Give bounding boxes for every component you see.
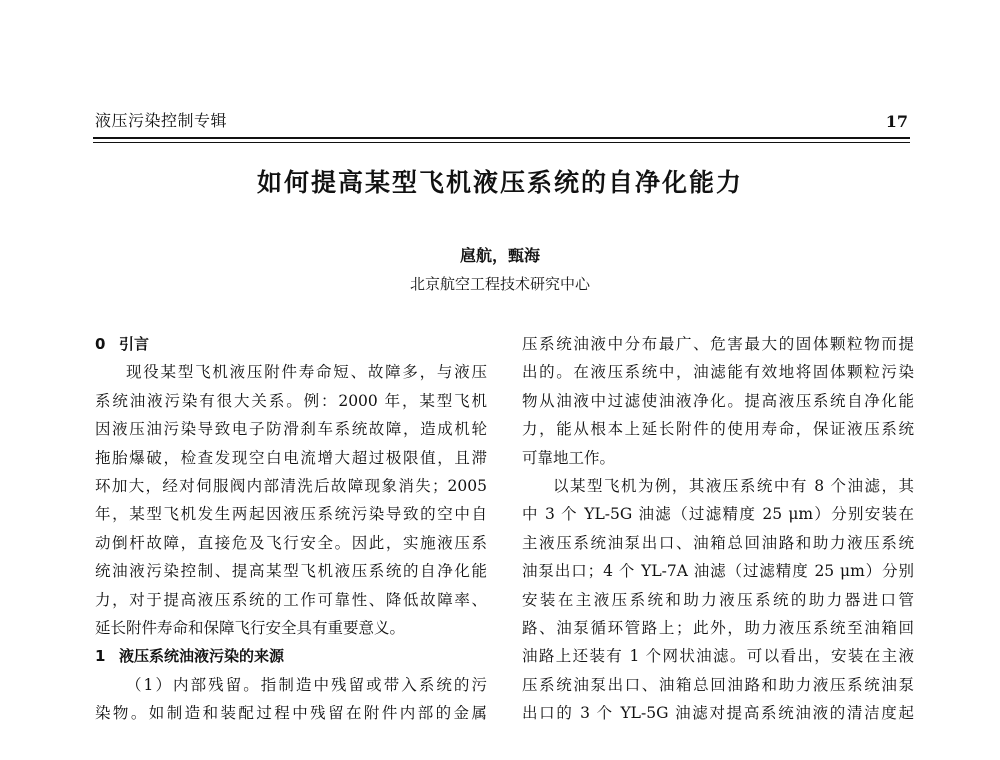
para-b-line: 油泵出口；4 个 YL-7A 油滤（过滤精度 25 μm）分别 (522, 562, 914, 581)
para-a-line: 力，能从根本上延长附件的使用寿命，保证液压系统 (522, 420, 914, 439)
section-heading-0 (95, 330, 487, 358)
para-b-line: 油路上还装有 1 个网状油滤。可以看出，安装在主液 (522, 647, 914, 666)
para-a-line: 物从油液中过滤使油液净化。提高液压系统自净化能 (522, 391, 914, 410)
left-column (95, 330, 487, 727)
section-number: 0 (95, 335, 106, 353)
para-b-line: 路、油泵循环管路上；此外，助力液压系统至油箱回 (522, 618, 914, 637)
intro-line: 年，某型飞机发生两起因液压系统污染导致的空中自 (95, 505, 487, 524)
para1-line: 染物。如制造和装配过程中残留在附件内部的金属 (95, 704, 487, 723)
intro-line: 延长附件寿命和保障飞行安全具有重要意义。 (95, 618, 406, 637)
para-a-line: 出的。在液压系统中，油滤能有效地将固体颗粒污染 (522, 363, 914, 382)
intro-line: 拖胎爆破，检查发现空白电流增大超过极限值，且滞 (95, 448, 487, 467)
para-b-line: 中 3 个 YL-5G 油滤（过滤精度 25 μm）分别安装在 (522, 505, 914, 524)
intro-line: 动倒杆故障，直接危及飞行安全。因此，实施液压系 (95, 533, 487, 552)
para-a-line: 压系统油液中分布最广、危害最大的固体颗粒物而提 (522, 335, 914, 353)
header-rule (93, 137, 910, 143)
section-heading-1 (95, 642, 487, 670)
intro-line: 因液压油污染导致电子防滑刹车系统故障，造成机轮 (95, 420, 487, 439)
para-a-line: 可靠地工作。 (522, 448, 616, 467)
affiliation: 北京航空工程技术研究中心 (409, 275, 590, 293)
section-number: 1 (95, 647, 106, 666)
section-title: 引言 (119, 335, 150, 353)
page-number: 17 (885, 112, 908, 131)
para-b-line: 出口的 3 个 YL-5G 油滤对提高系统油液的清洁度起 (522, 704, 914, 723)
intro-line: 系统油液污染有很大关系。例：2000 年，某型飞机 (95, 391, 487, 410)
para-b-line: 以某型飞机为例，其液压系统中有 8 个油滤，其 (553, 476, 914, 495)
intro-line: 现役某型飞机液压附件寿命短、故障多，与液压 (126, 363, 487, 382)
right-column (522, 330, 914, 727)
authors: 扈航，甄海 (459, 246, 540, 265)
para-b-line: 安装在主液压系统和助力液压系统的助力器进口管 (522, 590, 914, 609)
intro-line: 力，对于提高液压系统的工作可靠性、降低故障率、 (95, 590, 487, 609)
intro-line: 环加大，经对伺服阀内部清洗后故障现象消失；2005 (95, 476, 487, 495)
para-b-line: 主液压系统油泵出口、油箱总回油路和助力液压系统 (522, 533, 914, 552)
para-b-line: 压系统油泵出口、油箱总回油路和助力液压系统油泵 (522, 675, 914, 694)
para1-line: （1）内部残留。指制造中残留或带入系统的污 (126, 675, 487, 694)
running-title: 液压污染控制专辑 (95, 111, 228, 130)
intro-line: 统油液污染控制、提高某型飞机液压系统的自净化能 (95, 562, 487, 581)
article-title: 如何提高某型飞机液压系统的自净化能力 (256, 168, 743, 197)
section-title: 液压系统油液污染的来源 (119, 647, 285, 666)
